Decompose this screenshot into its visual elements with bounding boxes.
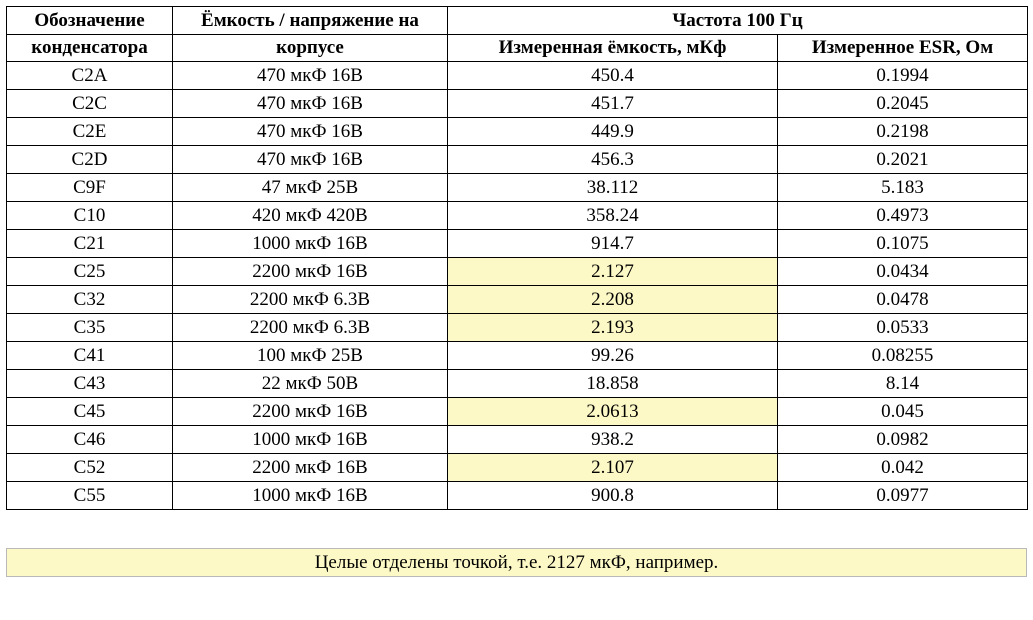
cell-measured-esr: 0.0977 bbox=[778, 482, 1028, 510]
cell-measured-capacitance: 456.3 bbox=[448, 146, 778, 174]
cell-designation: C2C bbox=[7, 90, 173, 118]
cell-measured-capacitance: 18.858 bbox=[448, 370, 778, 398]
cell-rating: 470 мкФ 16В bbox=[173, 146, 448, 174]
cell-measured-capacitance: 450.4 bbox=[448, 62, 778, 90]
table-row bbox=[7, 202, 1028, 230]
cell-designation: C43 bbox=[7, 370, 173, 398]
cell-rating: 2200 мкФ 16В bbox=[173, 454, 448, 482]
cell-measured-esr: 5.183 bbox=[778, 174, 1028, 202]
cell-rating: 2200 мкФ 6.3В bbox=[173, 314, 448, 342]
cell-rating: 470 мкФ 16В bbox=[173, 118, 448, 146]
cell-designation: C25 bbox=[7, 258, 173, 286]
cell-designation: C21 bbox=[7, 230, 173, 258]
table-row bbox=[7, 342, 1028, 370]
cell-rating: 2200 мкФ 16В bbox=[173, 258, 448, 286]
cell-designation: C35 bbox=[7, 314, 173, 342]
header-rating-line2: корпусе bbox=[173, 35, 448, 62]
cell-measured-capacitance: 2.193 bbox=[448, 314, 778, 342]
cell-measured-capacitance: 938.2 bbox=[448, 426, 778, 454]
cell-designation: C2A bbox=[7, 62, 173, 90]
cell-designation: C32 bbox=[7, 286, 173, 314]
cell-rating: 100 мкФ 25В bbox=[173, 342, 448, 370]
cell-measured-esr: 0.0478 bbox=[778, 286, 1028, 314]
cell-rating: 47 мкФ 25В bbox=[173, 174, 448, 202]
cell-measured-capacitance: 2.0613 bbox=[448, 398, 778, 426]
note-banner: Целые отделены точкой, т.е. 2127 мкФ, например. bbox=[6, 548, 1027, 577]
header-row-2 bbox=[7, 35, 1028, 62]
table-row bbox=[7, 286, 1028, 314]
cell-measured-esr: 8.14 bbox=[778, 370, 1028, 398]
cell-measured-capacitance: 2.107 bbox=[448, 454, 778, 482]
header-designation-line2: конденсатора bbox=[7, 35, 173, 62]
table-row bbox=[7, 230, 1028, 258]
table-row bbox=[7, 454, 1028, 482]
table-header bbox=[7, 7, 1028, 62]
table-row bbox=[7, 146, 1028, 174]
cell-rating: 2200 мкФ 16В bbox=[173, 398, 448, 426]
table-row bbox=[7, 426, 1028, 454]
cell-measured-capacitance: 914.7 bbox=[448, 230, 778, 258]
cell-measured-capacitance: 449.9 bbox=[448, 118, 778, 146]
table-row bbox=[7, 90, 1028, 118]
cell-rating: 2200 мкФ 6.3В bbox=[173, 286, 448, 314]
cell-measured-esr: 0.2045 bbox=[778, 90, 1028, 118]
cell-measured-esr: 0.08255 bbox=[778, 342, 1028, 370]
header-frequency: Частота 100 Гц bbox=[448, 7, 1028, 35]
cell-measured-esr: 0.2021 bbox=[778, 146, 1028, 174]
cell-designation: C45 bbox=[7, 398, 173, 426]
cell-measured-capacitance: 38.112 bbox=[448, 174, 778, 202]
cell-measured-esr: 0.045 bbox=[778, 398, 1028, 426]
table-row bbox=[7, 62, 1028, 90]
table-row bbox=[7, 174, 1028, 202]
cell-measured-capacitance: 99.26 bbox=[448, 342, 778, 370]
header-measured-capacitance: Измеренная ёмкость, мКф bbox=[448, 35, 778, 62]
cell-measured-esr: 0.0434 bbox=[778, 258, 1028, 286]
cell-rating: 1000 мкФ 16В bbox=[173, 426, 448, 454]
cell-measured-capacitance: 2.127 bbox=[448, 258, 778, 286]
cell-measured-esr: 0.2198 bbox=[778, 118, 1028, 146]
cell-designation: C46 bbox=[7, 426, 173, 454]
cell-designation: C55 bbox=[7, 482, 173, 510]
header-rating-line1: Ёмкость / напряжение на bbox=[173, 7, 448, 35]
table-row bbox=[7, 314, 1028, 342]
cell-designation: C2E bbox=[7, 118, 173, 146]
cell-measured-capacitance: 451.7 bbox=[448, 90, 778, 118]
cell-designation: C41 bbox=[7, 342, 173, 370]
table-row bbox=[7, 370, 1028, 398]
cell-designation: C2D bbox=[7, 146, 173, 174]
cell-measured-capacitance: 900.8 bbox=[448, 482, 778, 510]
header-measured-esr: Измеренное ESR, Ом bbox=[778, 35, 1028, 62]
cell-rating: 22 мкФ 50В bbox=[173, 370, 448, 398]
cell-rating: 1000 мкФ 16В bbox=[173, 482, 448, 510]
table-body bbox=[7, 62, 1028, 510]
table-row bbox=[7, 398, 1028, 426]
capacitor-measurements-table bbox=[6, 6, 1028, 510]
header-designation-line1: Обозначение bbox=[7, 7, 173, 35]
cell-measured-capacitance: 2.208 bbox=[448, 286, 778, 314]
cell-measured-esr: 0.1994 bbox=[778, 62, 1028, 90]
cell-measured-esr: 0.0533 bbox=[778, 314, 1028, 342]
cell-designation: C52 bbox=[7, 454, 173, 482]
cell-designation: C9F bbox=[7, 174, 173, 202]
cell-designation: C10 bbox=[7, 202, 173, 230]
table-row bbox=[7, 258, 1028, 286]
table-row bbox=[7, 482, 1028, 510]
header-row-1 bbox=[7, 7, 1028, 35]
cell-measured-esr: 0.1075 bbox=[778, 230, 1028, 258]
cell-rating: 470 мкФ 16В bbox=[173, 62, 448, 90]
cell-measured-capacitance: 358.24 bbox=[448, 202, 778, 230]
cell-measured-esr: 0.0982 bbox=[778, 426, 1028, 454]
cell-rating: 420 мкФ 420В bbox=[173, 202, 448, 230]
cell-rating: 470 мкФ 16В bbox=[173, 90, 448, 118]
table-row bbox=[7, 118, 1028, 146]
cell-measured-esr: 0.4973 bbox=[778, 202, 1028, 230]
cell-rating: 1000 мкФ 16В bbox=[173, 230, 448, 258]
cell-measured-esr: 0.042 bbox=[778, 454, 1028, 482]
